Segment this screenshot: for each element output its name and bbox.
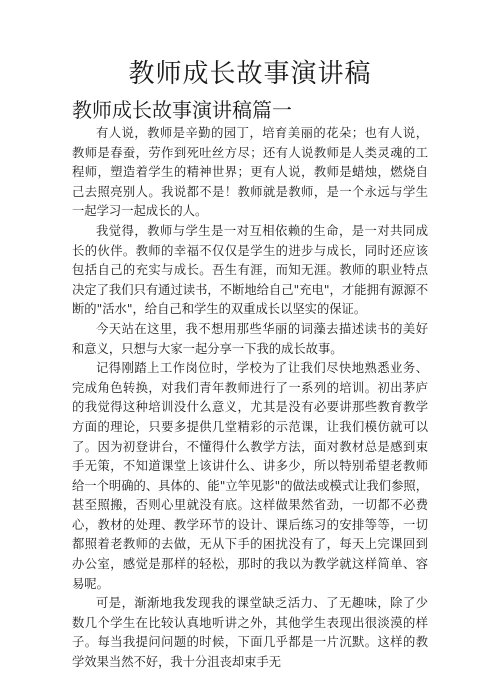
paragraph-5: 可是，渐渐地我发现我的课堂缺乏活力、了无趣味，除了少数几个学生在比较认真地听讲之外，其他学生表现出很淡漠的样子。每当我提问问题的时候，下面几乎都是一片沉默。这样的教学效果当然不好，我十分沮丧却束手无 [72,596,428,670]
body-text [72,124,428,673]
paragraph-1: 有人说，教师是辛勤的园丁，培育美丽的花朵；也有人说，教师是春蚕，劳作到死吐丝方尽；还有人说教师是人类灵魂的工程师，塑造着学生的精神世界；更有人说，教师是蜡烛，燃烧自己去照亮别人。我说都不是！教师就是教师，是一个永远与学生一起学习一起成长的人。 [72,126,428,219]
section-heading: 教师成长故事演讲稿篇一 [72,98,292,122]
document-title: 教师成长故事演讲稿 [128,59,372,89]
paragraph-3: 今天站在这里，我不想用那些华丽的词藻去描述读书的美好和意义，只想与大家一起分享一下我的成长故事。 [72,321,428,356]
paragraph-4: 记得刚踏上工作岗位时，学校为了让我们尽快地熟悉业务、完成角色转换，对我们青年教师进行了一系列的培训。初出茅庐的我觉得这种培训没什么意义，尤其是没有必要讲那些教育教学方面的理论，只要多提供几堂精彩的示范课，让我们模仿就可以了。因为初登讲台，不懂得什么教学方法，面对教材总是感到束手无策，不知道课堂上该讲什么、讲多少，所以特别希望老教师给一个明确的、具体的、能"立竿见影"的做法或模式让我们参照，甚至照搬，否则心里就没有底。这样做果然省劲，一切都不必费心，教材的处理、教学环节的设计、课后练习的安排等等，一切都照着老教师的去做，无从下手的困扰没有了，每天上完课回到办公室，感觉是那样的轻松，那时的我以为教学就这样简单、容易呢。 [72,361,428,591]
paragraph-2: 我觉得，教师与学生是一对互相依赖的生命，是一对共同成长的伙伴。教师的幸福不仅仅是学生的进步与成长，同时还应该包括自己的充实与成长。吾生有涯，而知无涯。教师的职业特点决定了我们只有通过读书，不断地给自己"充电"，才能拥有源源不断的"活水"，给自己和学生的双重成长以坚实的保证。 [72,223,428,317]
